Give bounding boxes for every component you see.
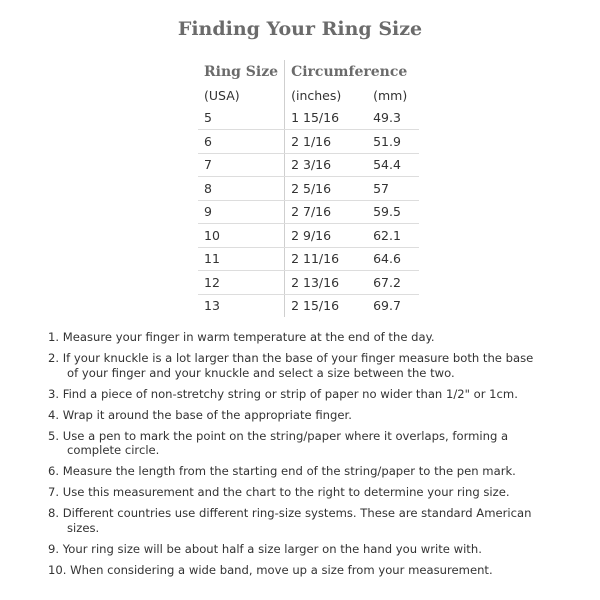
table-units-row bbox=[198, 84, 419, 107]
instruction-step: 4. Wrap it around the base of the appropriate finger. bbox=[48, 407, 352, 422]
table-row bbox=[198, 107, 419, 130]
cell-ring-size: 11 bbox=[198, 247, 285, 271]
instruction-step: 9. Your ring size will be about half a size larger on the hand you write with. bbox=[48, 541, 482, 556]
cell-mm: 59.5 bbox=[367, 200, 419, 224]
cell-inches: 2 5/16 bbox=[285, 177, 368, 201]
header-ring-size: Ring Size bbox=[198, 60, 285, 84]
table-row bbox=[198, 200, 419, 224]
instruction-step: 3. Find a piece of non-stretchy string or strip of paper no wider than 1/2" or 1cm. bbox=[48, 386, 518, 401]
cell-mm: 64.6 bbox=[367, 247, 419, 271]
cell-inches: 2 11/16 bbox=[285, 247, 368, 271]
cell-ring-size: 6 bbox=[198, 130, 285, 154]
header-circumference: Circumference bbox=[291, 64, 408, 80]
table-row bbox=[198, 130, 419, 154]
cell-ring-size: 12 bbox=[198, 271, 285, 295]
cell-mm: 54.4 bbox=[367, 153, 419, 177]
table-row bbox=[198, 247, 419, 271]
cell-ring-size: 7 bbox=[198, 153, 285, 177]
instruction-step: 5. Use a pen to mark the point on the string/paper where it overlaps, forming a complete circle. bbox=[48, 428, 509, 457]
cell-mm: 62.1 bbox=[367, 224, 419, 248]
page-title: Finding Your Ring Size bbox=[177, 18, 423, 40]
ring-size-table bbox=[198, 60, 419, 317]
cell-ring-size: 13 bbox=[198, 294, 285, 317]
cell-inches: 2 9/16 bbox=[285, 224, 368, 248]
cell-ring-size: 10 bbox=[198, 224, 285, 248]
instruction-step: 6. Measure the length from the starting end of the string/paper to the pen mark. bbox=[48, 464, 516, 478]
instructions-list bbox=[48, 330, 548, 584]
table-row bbox=[198, 271, 419, 295]
instruction-step: 8. Different countries use different ring-size systems. These are standard American sizes. bbox=[48, 506, 532, 535]
cell-inches: 1 15/16 bbox=[285, 107, 368, 130]
units-inches: (inches) bbox=[291, 87, 342, 103]
cell-mm: 67.2 bbox=[367, 271, 419, 295]
instruction-step: 10. When considering a wide band, move up a size from your measurement. bbox=[48, 562, 493, 577]
table-row bbox=[198, 294, 419, 317]
units-usa: (USA) bbox=[198, 84, 285, 107]
instruction-step: 2. If your knuckle is a lot larger than the base of your finger measure both the base of your finger and your knuckle and select a size between the two. bbox=[48, 351, 534, 380]
cell-mm: 57 bbox=[367, 177, 419, 201]
units-mm: (mm) bbox=[373, 87, 408, 103]
cell-mm: 51.9 bbox=[367, 130, 419, 154]
cell-inches: 2 1/16 bbox=[285, 130, 368, 154]
size-rows bbox=[198, 107, 419, 318]
cell-ring-size: 9 bbox=[198, 200, 285, 224]
table-header-row bbox=[198, 60, 419, 84]
table-row bbox=[198, 177, 419, 201]
cell-inches: 2 3/16 bbox=[285, 153, 368, 177]
table-row bbox=[198, 153, 419, 177]
cell-ring-size: 5 bbox=[198, 107, 285, 130]
cell-mm: 49.3 bbox=[367, 107, 419, 130]
cell-mm: 69.7 bbox=[373, 298, 401, 314]
cell-inches: 2 15/16 bbox=[291, 298, 340, 314]
cell-inches: 2 7/16 bbox=[285, 200, 368, 224]
table-row bbox=[198, 224, 419, 248]
cell-inches: 2 13/16 bbox=[285, 271, 368, 295]
cell-ring-size: 8 bbox=[198, 177, 285, 201]
instruction-step: 1. Measure your finger in warm temperature at the end of the day. bbox=[48, 330, 435, 344]
instruction-step: 7. Use this measurement and the chart to the right to determine your ring size. bbox=[48, 485, 510, 499]
